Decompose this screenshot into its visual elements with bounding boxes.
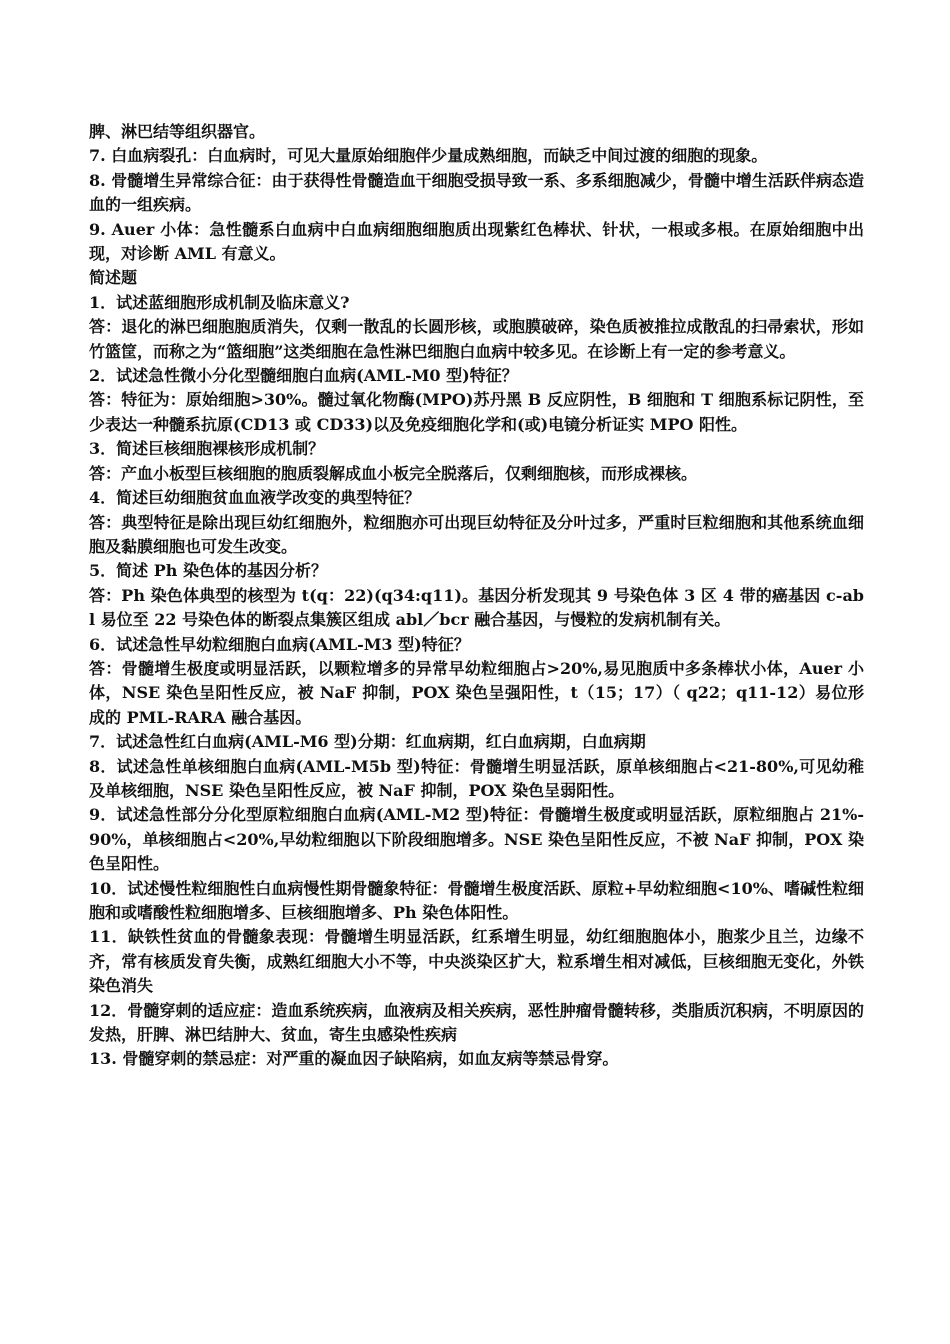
answer-3: 答：产血小板型巨核细胞的胞质裂解成血小板完全脱落后，仅剩细胞核，而形成裸核。: [89, 463, 698, 483]
definition-auer-body: 9. Auer 小体：急性髓系白血病中白血病细胞细胞质出现紫红色棒状、针状，一根或多根。在原始细胞中出现，对诊断 AML 有意义。: [89, 219, 864, 264]
item-11: 11．缺铁性贫血的骨髓象表现：骨髓增生明显活跃，红系增生明显，幼红细胞胞体小，胞浆少且兰，边缘不齐，常有核质发育失衡，成熟红细胞大小不等，中央淡染区扩大，粒系增生相对减低，巨核细胞无变化，外铁染色消失: [89, 927, 864, 996]
answer-5: 答：Ph 染色体典型的核型为 t(q：22)(q34:q11)。基因分析发现其 9 号染色体 3 区 4 带的癌基因 c-abl 易位至 22 号染色体的断裂点集簇区组成 abl／bcr 融合基因，与慢粒的发病机制有关。: [89, 585, 864, 630]
item-7: 7．试述急性红白血病(AML-M6 型)分期：红血病期，红白血病期，白血病期: [89, 732, 646, 752]
definition-mds: 8. 骨髓增生异常综合征：由于获得性骨髓造血干细胞受损导致一系、多系细胞减少，骨髓中增生活跃伴病态造血的一组疾病。: [89, 170, 864, 215]
answer-1: 答：退化的淋巴细胞胞质消失，仅剩一散乱的长圆形核，或胞膜破碎，染色质被推拉成散乱的扫帚索状，形如竹篮筐，而称之为“篮细胞”这类细胞在急性淋巴细胞白血病中较多见。在诊断上有一定的参考意义。: [89, 317, 864, 361]
question-4: 4．简述巨幼细胞贫血血液学改变的典型特征？: [89, 488, 421, 508]
question-5: 5．简述 Ph 染色体的基因分析？: [89, 561, 327, 581]
item-10: 10．试述慢性粒细胞性白血病慢性期骨髓象特征：骨髓增生极度活跃、原粒+早幼粒细胞<10%、嗜碱性粒细胞和或嗜酸性粒细胞增多、巨核细胞增多、Ph 染色体阳性。: [89, 878, 864, 922]
question-3: 3．简述巨核细胞裸核形成机制？: [89, 439, 325, 459]
section-heading-short-answer: 简述题: [89, 268, 138, 288]
item-13: 13. 骨髓穿刺的禁忌症：对严重的凝血因子缺陷病，如血友病等禁忌骨穿。: [89, 1049, 619, 1069]
definition-leukemic-hiatus: 7. 白血病裂孔：白血病时，可见大量原始细胞伴少量成熟细胞，而缺乏中间过渡的细胞的现象。: [89, 146, 768, 166]
item-8: 8．试述急性单核细胞白血病(AML-M5b 型)特征：骨髓增生明显活跃，原单核细胞占<21-80%,可见幼稚及单核细胞，NSE 染色呈阳性反应，被 NaF 抑制，POX 染色呈弱阳性。: [89, 756, 864, 800]
answer-4: 答：典型特征是除出现巨幼红细胞外，粒细胞亦可出现巨幼特征及分叶过多，严重时巨粒细胞和其他系统血细胞及黏膜细胞也可发生改变。: [89, 512, 864, 556]
item-12: 12．骨髓穿刺的适应症：造血系统疾病，血液病及相关疾病，恶性肿瘤骨髓转移，类脂质沉积病，不明原因的发热，肝脾、淋巴结肿大、贫血，寄生虫感染性疾病: [89, 1000, 864, 1045]
question-2: 2．试述急性微小分化型髓细胞白血病(AML-M0 型)特征？: [89, 366, 518, 386]
document-page: [89, 120, 864, 1072]
paragraph-continuation: 脾、淋巴结等组织器官。: [89, 122, 266, 141]
item-9: 9．试述急性部分分化型原粒细胞白血病(AML-M2 型)特征：骨髓增生极度或明显活跃，原粒细胞占 21%-90%，单核细胞占<20%,早幼粒细胞以下阶段细胞增多。NSE 染色呈阳性反应，不被 NaF 抑制，POX 染色呈阳性。: [89, 805, 864, 874]
answer-2: 答：特征为：原始细胞>30%。髓过氧化物酶(MPO)苏丹黑 B 反应阴性，B 细胞和 T 细胞系标记阴性，至少表达一种髓系抗原(CD13 或 CD33)以及免疫细胞化学和(或)电镜分析证实 MPO 阳性。: [89, 390, 864, 434]
question-1: 1．试述蓝细胞形成机制及临床意义?: [89, 292, 350, 312]
question-6: 6．试述急性早幼粒细胞白血病(AML-M3 型)特征？: [89, 634, 470, 654]
answer-6: 答：骨髓增生极度或明显活跃，以颗粒增多的异常早幼粒细胞占>20%,易见胞质中多条棒状小体，Auer 小体，NSE 染色呈阳性反应，被 NaF 抑制，POX 染色呈强阳性，t（15；17）（ q22；q11-12）易位形成的 PML-RARA 融合基因。: [89, 658, 864, 727]
